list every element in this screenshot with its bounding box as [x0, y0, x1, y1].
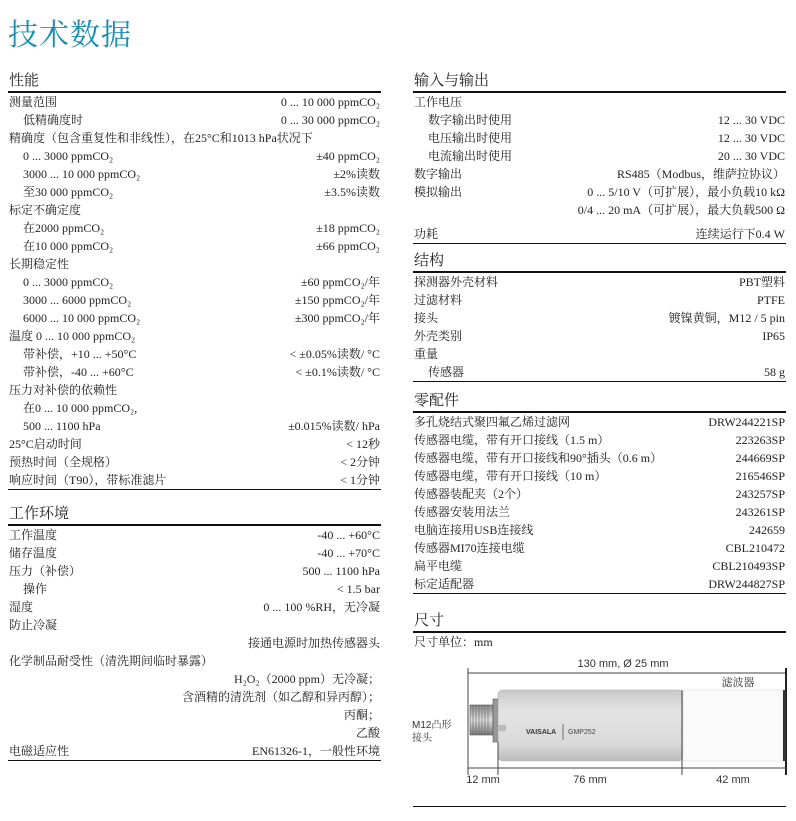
section-heading: 工作环境 [8, 503, 381, 526]
spec-row [8, 93, 381, 111]
spec-value: ±2%读数 [333, 167, 380, 181]
section-heading: 输入与输出 [413, 70, 786, 93]
spec-row [8, 237, 381, 255]
spec-label: 过滤材料 [414, 293, 463, 307]
spec-table [413, 413, 786, 594]
spec-row [8, 201, 381, 219]
spec-label: 操作 [23, 582, 48, 596]
spec-label: 数字输出 [414, 167, 463, 181]
section-construction [413, 250, 786, 382]
spec-row [413, 129, 786, 147]
spec-value: DRW244221SP [708, 415, 785, 429]
spec-row [8, 273, 381, 291]
spec-value: 242659 [749, 523, 785, 537]
spec-label: 外壳类别 [414, 329, 463, 343]
section-heading: 零配件 [413, 390, 786, 413]
spec-value: 0 ... 10 000 ppmCO₂ [280, 95, 380, 109]
spec-label: 传感器装配夹（2个） [414, 487, 529, 501]
spec-table [413, 273, 786, 382]
spec-label: 扁平电缆 [414, 559, 463, 573]
spec-label: 标定适配器 [414, 577, 475, 591]
sensor-body [498, 690, 683, 761]
spec-value: 216546SP [735, 469, 785, 483]
section-heading: 尺寸 [413, 610, 786, 633]
spec-label: 在2000 ppmCO₂ [23, 221, 105, 235]
spec-label: 湿度 [9, 600, 34, 614]
spec-value: 乙酸 [355, 726, 380, 740]
spec-value: < ±0.1%读数/ °C [295, 365, 380, 379]
dimension-drawing [405, 650, 796, 800]
spec-label: 6000 ... 10 000 ppmCO₂ [23, 311, 141, 325]
body-tab [498, 725, 506, 731]
spec-label: 压力对补偿的依赖性 [9, 383, 118, 397]
spec-value: 接通电源时加热传感器头 [247, 636, 380, 650]
spec-row [413, 327, 786, 345]
spec-row [413, 183, 786, 201]
spec-label: 0 ... 3000 ppmCO₂ [23, 149, 114, 163]
spec-row [8, 291, 381, 309]
spec-label: 功耗 [414, 227, 439, 241]
spec-value: 58 g [764, 365, 785, 379]
spec-label: 传感器电缆，带有开口接线（1.5 m） [414, 433, 610, 447]
spec-value: ±60 ppmCO₂/年 [300, 275, 380, 289]
spec-value: CBL210472 [725, 541, 785, 555]
spec-label: 长期稳定性 [9, 257, 70, 271]
spec-label: 在0 ... 10 000 ppmCO₂, [23, 401, 138, 415]
spec-row [413, 503, 786, 521]
spec-row [8, 670, 381, 688]
spec-row [413, 345, 786, 363]
spec-label: 电脑连接用USB连接线 [414, 523, 534, 537]
section-heading: 结构 [413, 250, 786, 273]
spec-row [413, 363, 786, 381]
spec-label: 储存温度 [9, 546, 58, 560]
spec-label: 3000 ... 10 000 ppmCO₂ [23, 167, 141, 181]
spec-row [8, 634, 381, 652]
spec-label: 500 ... 1100 hPa [23, 419, 101, 433]
filter-cap [683, 690, 783, 761]
spec-label: 模拟输出 [414, 185, 463, 199]
section-io [413, 70, 786, 244]
spec-value: 243261SP [735, 505, 785, 519]
spec-value: ±3.5%读数 [324, 185, 380, 199]
bottom-rule [413, 806, 786, 807]
spec-table [8, 93, 381, 490]
spec-row [8, 471, 381, 489]
spec-label: 压力（补偿） [9, 564, 82, 578]
spec-value: 243257SP [735, 487, 785, 501]
spec-row [8, 219, 381, 237]
spec-row [413, 291, 786, 309]
spec-label: 25°C启动时间 [9, 437, 82, 451]
spec-value: EN61326-1，一般性环境 [252, 744, 380, 758]
section-dimensions [413, 610, 786, 651]
spec-value: RS485（Modbus，维萨拉协议） [616, 167, 785, 181]
spec-value: < 2分钟 [340, 455, 380, 469]
page-title: 技术数据 [8, 18, 132, 53]
spec-label: 传感器电缆，带有开口接线和90°插头（0.6 m） [414, 451, 663, 465]
unit-label-row [413, 633, 786, 651]
spec-label: 多孔烧结式聚四氟乙烯过滤网 [414, 415, 571, 429]
spec-label: 带补偿，+10 ... +50°C [23, 347, 137, 361]
brand-logo: VAISALA [526, 729, 557, 736]
spec-row [8, 742, 381, 760]
connector-length-label: 12 mm [466, 774, 500, 786]
spec-label: 传感器电缆，带有开口接线（10 m） [414, 469, 607, 483]
spec-label: 重量 [414, 347, 439, 361]
spec-row [8, 147, 381, 165]
spec-value: 连续运行下0.4 W [695, 227, 785, 241]
spec-value: 0/4 ... 20 mA（可扩展），最大负载500 Ω [577, 203, 785, 217]
spec-row [413, 575, 786, 593]
spec-row [413, 93, 786, 111]
spec-row [8, 688, 381, 706]
spec-value: ±0.015%读数/ hPa [288, 419, 380, 433]
spec-label: 防止冷凝 [9, 618, 58, 632]
spec-label: 温度 0 ... 10 000 ppmCO₂ [9, 329, 136, 343]
spec-row [8, 580, 381, 598]
spec-value: < 1.5 bar [336, 582, 380, 596]
filter-label: 滤波器 [721, 677, 755, 689]
spec-value: 223263SP [735, 433, 785, 447]
spec-row [413, 273, 786, 291]
spec-value: 244669SP [735, 451, 785, 465]
spec-row [413, 413, 786, 431]
spec-value: < 1分钟 [340, 473, 380, 487]
spec-row [8, 435, 381, 453]
spec-value: IP65 [762, 329, 785, 343]
spec-row [413, 431, 786, 449]
spec-row [8, 399, 381, 417]
spec-value: ±300 ppmCO₂/年 [294, 311, 380, 325]
spec-row [413, 147, 786, 165]
spec-label: 3000 ... 6000 ppmCO₂ [23, 293, 132, 307]
connector-label: 接头 [412, 733, 432, 744]
spec-value: 20 ... 30 VDC [717, 149, 785, 163]
spec-row [8, 562, 381, 580]
spec-label: 测量范围 [9, 95, 58, 109]
spec-label: 0 ... 3000 ppmCO₂ [23, 275, 114, 289]
unit-label: 尺寸单位：mm [414, 635, 493, 649]
spec-row [8, 598, 381, 616]
spec-label: 标定不确定度 [9, 203, 82, 217]
spec-row [8, 724, 381, 742]
spec-value: PTFE [756, 293, 785, 307]
body-length-label: 76 mm [573, 774, 607, 786]
spec-value: 镀镍黄铜，M12 / 5 pin [668, 311, 785, 325]
spec-label: 传感器 [428, 365, 465, 379]
spec-label: 电磁适应性 [9, 744, 70, 758]
spec-label: 工作温度 [9, 528, 58, 542]
spec-value: PBT塑料 [738, 275, 785, 289]
section-performance [8, 70, 381, 490]
spec-table [8, 526, 381, 761]
section-spares [413, 390, 786, 594]
spec-label: 电压输出时使用 [428, 131, 513, 145]
spec-row [413, 165, 786, 183]
spec-value: ±66 ppmCO₂ [316, 239, 380, 253]
spec-label: 带补偿，-40 ... +60°C [23, 365, 134, 379]
spec-table [413, 93, 786, 244]
spec-value: H₂O₂（2000 ppm）无冷凝； [233, 672, 380, 686]
spec-label: 预热时间（全规格） [9, 455, 118, 469]
spec-row [413, 225, 786, 243]
spec-label: 探测器外壳材料 [414, 275, 499, 289]
spec-value: < 12秒 [346, 437, 380, 451]
spec-row [8, 526, 381, 544]
spec-row [8, 255, 381, 273]
spec-row [8, 165, 381, 183]
spec-row [8, 652, 381, 670]
connector-label: M12凸形 [412, 720, 452, 731]
spec-row [8, 544, 381, 562]
spec-row [413, 557, 786, 575]
spec-row [8, 345, 381, 363]
spec-value: < ±0.05%读数/ °C [289, 347, 380, 361]
spec-label: 化学制品耐受性（清洗期间临时暴露） [9, 654, 214, 668]
spec-value: ±40 ppmCO₂ [316, 149, 380, 163]
spec-row [8, 183, 381, 201]
spec-value: 12 ... 30 VDC [717, 113, 785, 127]
spec-row [8, 417, 381, 435]
spec-row [413, 309, 786, 327]
spec-row [413, 521, 786, 539]
spec-label: 接头 [414, 311, 439, 325]
spec-label: 至30 000 ppmCO₂ [23, 185, 114, 199]
spec-row [8, 706, 381, 724]
spec-value: 含酒精的清洗剂（如乙醇和异丙醇）； [181, 690, 380, 704]
spec-row [413, 485, 786, 503]
spec-row [413, 539, 786, 557]
spec-row [8, 381, 381, 399]
spec-label: 精确度（包含重复性和非线性），在25°C和1013 hPa状况下 [9, 131, 313, 145]
m12-connector-icon [470, 699, 498, 742]
spec-label: 在10 000 ppmCO₂ [23, 239, 114, 253]
spec-value: ±150 ppmCO₂/年 [294, 293, 380, 307]
spec-value: 0 ... 30 000 ppmCO₂ [280, 113, 380, 127]
spec-label: 低精确度时 [23, 113, 84, 127]
filter-end [783, 690, 786, 761]
section-environment [8, 503, 381, 761]
spec-row [8, 111, 381, 129]
spec-label: 传感器MI70连接电缆 [414, 541, 525, 555]
spec-value: DRW244827SP [708, 577, 785, 591]
spec-row [413, 201, 786, 219]
spec-label: 响应时间（T90），带标准滤片 [9, 473, 167, 487]
spec-row [8, 129, 381, 147]
spec-row [8, 327, 381, 345]
spec-value: 12 ... 30 VDC [717, 131, 785, 145]
spec-row [8, 616, 381, 634]
spec-value: 丙酮； [343, 708, 380, 722]
spec-row [413, 111, 786, 129]
spec-label: 工作电压 [414, 95, 463, 109]
spec-value: ±18 ppmCO₂ [316, 221, 380, 235]
model-label: GMP252 [568, 729, 596, 736]
spec-row [413, 449, 786, 467]
spec-row [8, 309, 381, 327]
overall-dimension-label: 130 mm, Ø 25 mm [577, 658, 669, 670]
section-heading: 性能 [8, 70, 381, 93]
spec-value: CBL210493SP [712, 559, 785, 573]
filter-length-label: 42 mm [716, 774, 750, 786]
spec-value: -40 ... +60°C [317, 528, 380, 542]
spec-row [413, 467, 786, 485]
spec-value: -40 ... +70°C [317, 546, 380, 560]
spec-row [8, 363, 381, 381]
spec-label: 电流输出时使用 [428, 149, 513, 163]
spec-value: 0 ... 5/10 V（可扩展），最小负载10 kΩ [587, 185, 785, 199]
spec-row [8, 453, 381, 471]
spec-label: 传感器安装用法兰 [414, 505, 511, 519]
spec-label: 数字输出时使用 [428, 113, 513, 127]
spec-value: 500 ... 1100 hPa [302, 564, 380, 578]
spec-value: 0 ... 100 %RH，无冷凝 [263, 600, 380, 614]
